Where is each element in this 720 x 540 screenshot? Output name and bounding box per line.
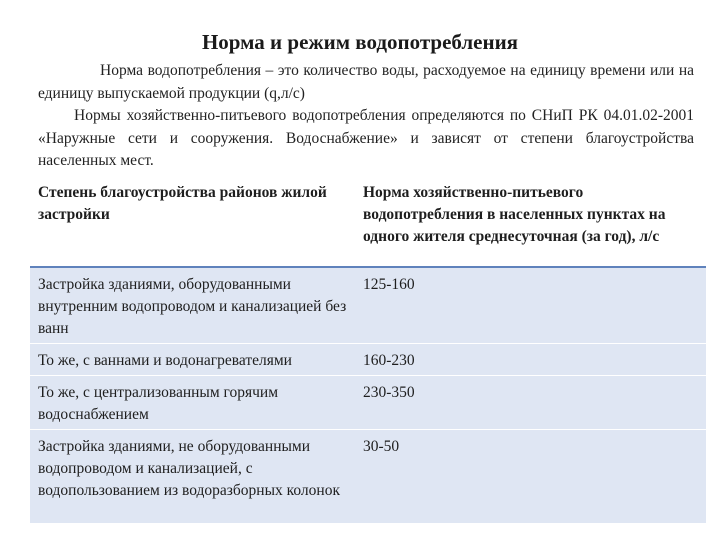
intro-paragraph-definition: Норма водопотребления – это количество воды, расходуемое на единицу времени или на единицу выпускаемой продукции (q,л/с) <box>38 62 694 102</box>
table-row <box>30 344 706 376</box>
row-development-cell: Застройка зданиями, оборудованными внутренним водопроводом и канализацией без ванн <box>30 267 355 344</box>
page-title: Норма и режим водопотребления <box>201 30 519 54</box>
row-development-cell: Застройка зданиями, не оборудованными водопроводом и канализацией, с водопользованием из водоразборных колонок <box>30 430 355 523</box>
row-norm-cell: 230-350 <box>355 376 706 430</box>
table-row <box>30 376 706 430</box>
row-development-cell: То же, с ваннами и водонагревателями <box>30 344 355 376</box>
intro-paragraph-regulation: Нормы хозяйственно-питьевого водопотребления определяются по СНиП РК 04.01.02-2001 «Наружные сети и сооружения. Водоснабжение» и зависят от степени благоустройства населенных мест. <box>38 107 694 169</box>
table-row <box>30 430 706 523</box>
row-norm-cell: 30-50 <box>355 430 706 523</box>
water-norms-table <box>30 176 706 523</box>
row-development-cell: То же, с централизованным горячим водоснабжением <box>30 376 355 430</box>
row-norm-cell: 125-160 <box>355 267 706 344</box>
intro-text <box>38 60 694 173</box>
header-consumption-norm: Норма хозяйственно-питьевого водопотребления в населенных пунктах на одного жителя среднесуточная (за год), л/с <box>363 184 666 245</box>
table-header-row <box>30 176 706 267</box>
header-development-degree: Степень благоустройства районов жилой застройки <box>38 184 327 223</box>
table-row <box>30 267 706 344</box>
row-norm-cell: 160-230 <box>355 344 706 376</box>
